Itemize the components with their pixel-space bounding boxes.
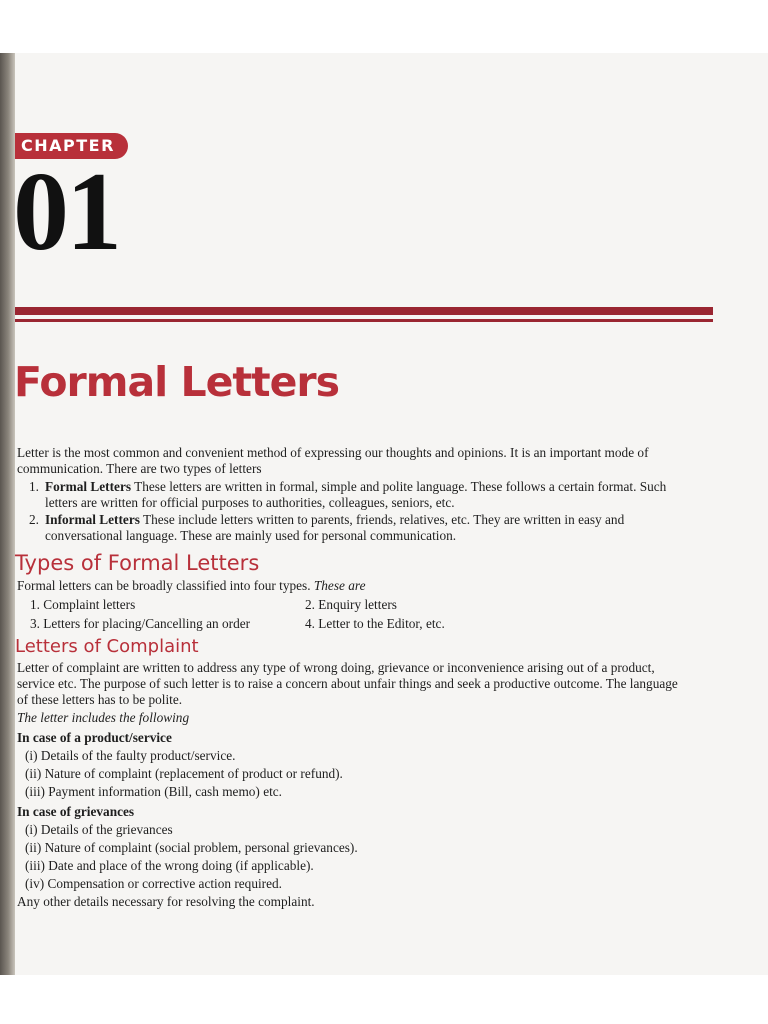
- includes-line: The letter includes the following: [17, 710, 190, 725]
- list-item: [29, 479, 682, 511]
- section-heading-complaint: Letters of Complaint: [15, 636, 199, 657]
- chapter-badge: CHAPTER: [15, 133, 128, 159]
- term-formal-letters: Formal Letters: [45, 479, 132, 494]
- list-item: (iv) Compensation or corrective action required.: [25, 876, 282, 891]
- divider-thin-line: [15, 319, 713, 322]
- divider-thick-line: [15, 307, 713, 315]
- list-item: (i) Details of the grievances: [25, 822, 173, 837]
- chapter-number: 01: [13, 150, 119, 274]
- list-item: (iii) Date and place of the wrong doing (if applicable).: [25, 858, 314, 873]
- type-item: 4. Letter to the Editor, etc.: [305, 616, 445, 631]
- definition-formal-letters: These letters are written in formal, simple and polite language. These follows a certain format. Such letters are written for official purposes to authorities, colleagues, seniors, etc.: [45, 479, 667, 510]
- list-text: [45, 512, 682, 544]
- list-item: [29, 512, 682, 544]
- letter-types-list: [17, 479, 682, 544]
- type-item: 2. Enquiry letters: [305, 597, 397, 612]
- page-title: Formal Letters: [14, 358, 340, 406]
- list-item: (i) Details of the faulty product/service.: [25, 748, 236, 763]
- title-divider: [15, 307, 713, 325]
- closing-line: Any other details necessary for resolving the complaint.: [17, 894, 315, 909]
- type-item: 1. Complaint letters: [30, 597, 136, 612]
- grievance-list: [17, 822, 682, 892]
- list-item: (iii) Payment information (Bill, cash memo) etc.: [25, 784, 283, 799]
- types-intro-italic: These are: [313, 578, 366, 593]
- list-number: 2.: [29, 512, 39, 527]
- product-list: [17, 748, 682, 800]
- book-page: [0, 53, 768, 975]
- list-text: [45, 479, 682, 511]
- definition-informal-letters: These include letters written to parents, friends, relatives, etc. They are written in easy and conversational language. These are mainly used for personal communication.: [45, 512, 625, 543]
- product-subheading: In case of a product/service: [17, 730, 172, 745]
- list-item: (ii) Nature of complaint (social problem, personal grievances).: [25, 840, 358, 855]
- type-item: 3. Letters for placing/Cancelling an order: [30, 616, 251, 631]
- types-grid: [17, 597, 682, 632]
- types-intro: [17, 578, 682, 594]
- term-informal-letters: Informal Letters: [45, 512, 140, 527]
- types-intro-text: Formal letters can be broadly classified into four types.: [17, 578, 311, 593]
- list-item: (ii) Nature of complaint (replacement of product or refund).: [25, 766, 343, 781]
- intro-paragraph: Letter is the most common and convenient method of expressing our thoughts and opinions. It is an important mode of communication. There are two types of letters: [17, 445, 649, 476]
- section-heading-types: Types of Formal Letters: [15, 551, 260, 575]
- complaint-paragraph: Letter of complaint are written to address any type of wrong doing, grievance or inconvenience arising out of a product, service etc. The purpose of such letter is to raise a concern about unfair things and seek a productive outcome. The language of these letters has to be polite.: [17, 660, 678, 707]
- grievance-subheading: In case of grievances: [17, 804, 135, 819]
- page-body: [17, 445, 682, 910]
- list-number: 1.: [29, 479, 39, 494]
